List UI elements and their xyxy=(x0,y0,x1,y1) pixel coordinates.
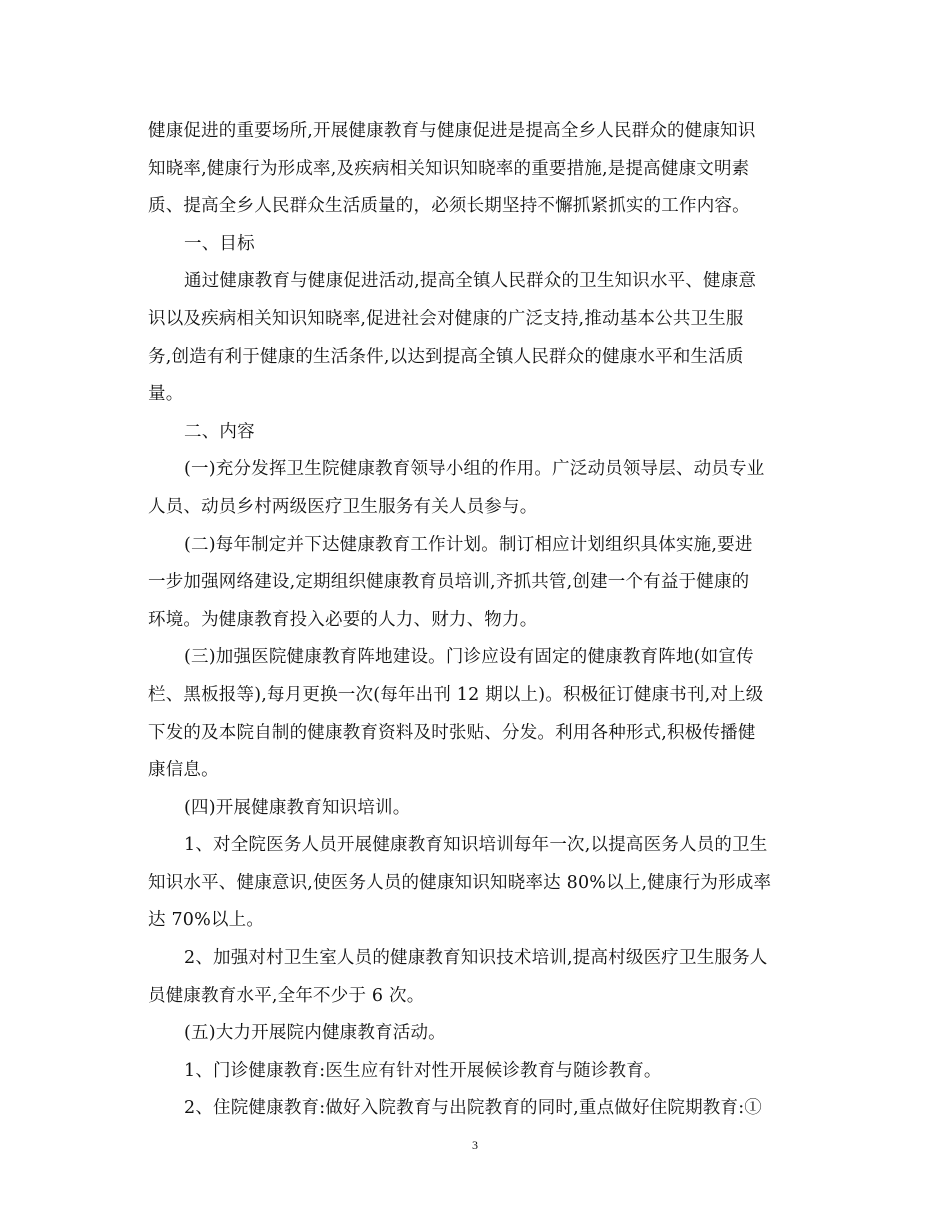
text-line: 环境。为健康教育投入必要的人力、财力、物力。 xyxy=(148,609,538,630)
page-number: 3 xyxy=(472,1138,478,1152)
text-line: 二、内容 xyxy=(184,421,255,442)
document-body xyxy=(148,113,808,1128)
text-line: 1、门诊健康教育:医生应有针对性开展候诊教育与随诊教育。 xyxy=(184,1060,662,1081)
text-line: 员健康教育水平,全年不少于 6 次。 xyxy=(148,985,425,1006)
text-line: 一、目标 xyxy=(184,233,255,254)
text-line: (二)每年制定并下达健康教育工作计划。制订相应计划组织具体实施,要进 xyxy=(184,534,753,555)
text-line: 栏、黑板报等),每月更换一次(每年出刊 12 期以上)。积极征订健康书刊,对上级 xyxy=(148,684,764,705)
text-line: 识以及疾病相关知识知晓率,促进社会对健康的广泛支持,推动基本公共卫生服 xyxy=(148,308,744,329)
text-line: 知识水平、健康意识,使医务人员的健康知识知晓率达 80%以上,健康行为形成率 xyxy=(148,872,772,893)
text-line: (一)充分发挥卫生院健康教育领导小组的作用。广泛动员领导层、动员专业 xyxy=(184,459,765,480)
text-line: 质、提高全乡人民群众生活质量的，必须长期坚持不懈抓紧抓实的工作内容。 xyxy=(148,196,750,217)
text-line: 2、加强对村卫生室人员的健康教育知识技术培训,提高村级医疗卫生服务人 xyxy=(184,948,768,969)
text-line: 量。 xyxy=(148,384,184,405)
text-line: 人员、动员乡村两级医疗卫生服务有关人员参与。 xyxy=(148,496,538,517)
text-line: 一步加强网络建设,定期组织健康教育员培训,齐抓共管,创建一个有益于健康的 xyxy=(148,572,750,593)
text-line: 务,创造有利于健康的生活条件,以达到提高全镇人民群众的健康水平和生活质 xyxy=(148,346,744,367)
text-line: (五)大力开展院内健康教育活动。 xyxy=(184,1023,446,1044)
text-line: (三)加强医院健康教育阵地建设。门诊应设有固定的健康教育阵地(如宣传 xyxy=(184,647,754,668)
text-line: 达 70%以上。 xyxy=(148,910,265,931)
text-line: 1、对全院医务人员开展健康教育知识培训每年一次,以提高医务人员的卫生 xyxy=(184,835,768,856)
text-line: 健康促进的重要场所,开展健康教育与健康促进是提高全乡人民群众的健康知识 xyxy=(148,121,756,141)
text-line: 知晓率,健康行为形成率,及疾病相关知识知晓率的重要措施,是提高健康文明素 xyxy=(148,158,750,179)
text-line: 下发的及本院自制的健康教育资料及时张贴、分发。利用各种形式,积极传播健 xyxy=(148,722,756,743)
text-line: 通过健康教育与健康促进活动,提高全镇人民群众的卫生知识水平、健康意 xyxy=(184,271,757,292)
text-line: (四)开展健康教育知识培训。 xyxy=(184,797,411,818)
text-line: 康信息。 xyxy=(148,760,219,781)
text-line: 2、住院健康教育:做好入院教育与出院教育的同时,重点做好住院期教育:① xyxy=(184,1098,762,1119)
